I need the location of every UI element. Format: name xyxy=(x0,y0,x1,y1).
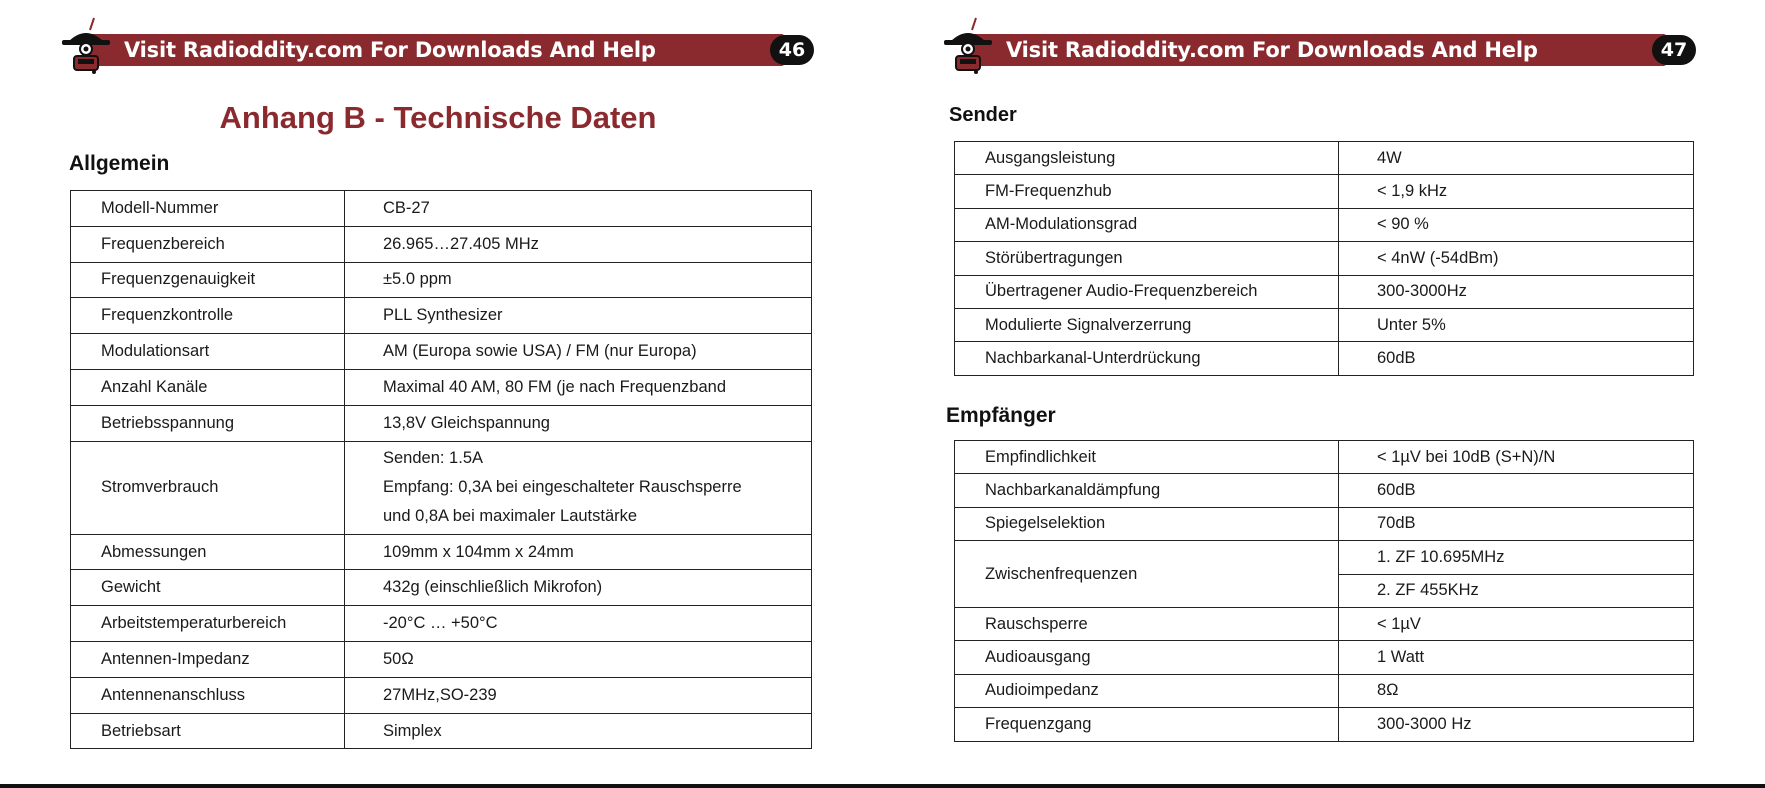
spec-value: 300-3000 Hz xyxy=(1339,708,1694,741)
spec-label: Ausgangsleistung xyxy=(955,142,1339,175)
spec-value: -20°C … +50°C xyxy=(345,606,812,642)
spec-label: Frequenzbereich xyxy=(71,226,345,262)
spec-label: Stromverbrauch xyxy=(71,441,345,534)
spec-value: Unter 5% xyxy=(1339,308,1694,341)
table-row xyxy=(955,441,1694,474)
spec-label: Störübertragungen xyxy=(955,242,1339,275)
bottom-border xyxy=(0,784,1765,788)
spec-value: 13,8V Gleichspannung xyxy=(345,405,812,441)
spec-label: Antennen-Impedanz xyxy=(71,642,345,678)
table-row xyxy=(71,191,812,227)
spec-label: Modulationsart xyxy=(71,334,345,370)
spec-value: 1. ZF 10.695MHz xyxy=(1339,541,1694,574)
table-row xyxy=(71,441,812,534)
spec-value: 60dB xyxy=(1339,342,1694,375)
table-row xyxy=(955,175,1694,208)
spec-value: 26.965…27.405 MHz xyxy=(345,226,812,262)
spec-label: Antennenanschluss xyxy=(71,677,345,713)
spec-label: Frequenzgang xyxy=(955,708,1339,741)
left-page xyxy=(0,0,882,788)
spec-value: < 1µV bei 10dB (S+N)/N xyxy=(1339,441,1694,474)
spec-value: 2. ZF 455KHz xyxy=(1339,574,1694,607)
spec-value xyxy=(345,441,812,534)
table-row xyxy=(955,142,1694,175)
spec-label: Anzahl Kanäle xyxy=(71,369,345,405)
page-number: 47 xyxy=(1652,35,1696,65)
table-row xyxy=(71,642,812,678)
spec-value: < 90 % xyxy=(1339,208,1694,241)
spec-value: 60dB xyxy=(1339,474,1694,507)
spec-value: AM (Europa sowie USA) / FM (nur Europa) xyxy=(345,334,812,370)
spec-label: Gewicht xyxy=(71,570,345,606)
spec-value: 70dB xyxy=(1339,507,1694,540)
spec-value: 50Ω xyxy=(345,642,812,678)
table-row xyxy=(955,242,1694,275)
spec-value: Simplex xyxy=(345,713,812,749)
page-header xyxy=(62,16,814,74)
spec-label: Abmessungen xyxy=(71,534,345,570)
spec-label: Audioimpedanz xyxy=(955,674,1339,707)
page-number: 46 xyxy=(770,35,814,65)
spec-value: Maximal 40 AM, 80 FM (je nach Frequenzband xyxy=(345,369,812,405)
table-row xyxy=(71,334,812,370)
table-row xyxy=(955,641,1694,674)
table-row xyxy=(71,570,812,606)
spec-value: 109mm x 104mm x 24mm xyxy=(345,534,812,570)
spec-value-line: und 0,8A bei maximaler Lautstärke xyxy=(383,507,638,526)
spec-label: Frequenzkontrolle xyxy=(71,298,345,334)
table-row xyxy=(955,708,1694,741)
spec-value: 4W xyxy=(1339,142,1694,175)
spec-value: < 4nW (-54dBm) xyxy=(1339,242,1694,275)
spec-value: 432g (einschließlich Mikrofon) xyxy=(345,570,812,606)
table-row xyxy=(955,607,1694,640)
table-row xyxy=(71,534,812,570)
spec-label: Modulierte Signalverzerrung xyxy=(955,308,1339,341)
radioddity-mascot-icon xyxy=(62,16,110,74)
table-row xyxy=(71,369,812,405)
spec-value-line: Empfang: 0,3A bei eingeschalteter Rauschsperre xyxy=(383,478,742,497)
spec-value: 8Ω xyxy=(1339,674,1694,707)
table-row xyxy=(955,275,1694,308)
spec-label: Zwischenfrequenzen xyxy=(955,541,1339,608)
table-row xyxy=(71,226,812,262)
table-row xyxy=(955,674,1694,707)
spec-value-line: Senden: 1.5A xyxy=(383,449,483,468)
receiver-spec-table xyxy=(954,440,1694,742)
spec-label: Übertragener Audio-Frequenzbereich xyxy=(955,275,1339,308)
page-header-right xyxy=(944,16,1696,74)
spec-label: Modell-Nummer xyxy=(71,191,345,227)
spec-label: Betriebsspannung xyxy=(71,405,345,441)
spec-value: 27MHz,SO-239 xyxy=(345,677,812,713)
table-row xyxy=(955,208,1694,241)
spec-label: FM-Frequenzhub xyxy=(955,175,1339,208)
spec-label: Betriebsart xyxy=(71,713,345,749)
spec-label: AM-Modulationsgrad xyxy=(955,208,1339,241)
spec-value: ±5.0 ppm xyxy=(345,262,812,298)
spec-value: PLL Synthesizer xyxy=(345,298,812,334)
spec-label: Rauschsperre xyxy=(955,607,1339,640)
sender-spec-table xyxy=(954,141,1694,376)
spec-label: Audioausgang xyxy=(955,641,1339,674)
section-title-allgemein: Allgemein xyxy=(69,152,170,175)
header-banner-text: Visit Radioddity.com For Downloads And Help xyxy=(124,38,656,62)
spec-label: Frequenzgenauigkeit xyxy=(71,262,345,298)
spec-value: < 1,9 kHz xyxy=(1339,175,1694,208)
spec-value: 1 Watt xyxy=(1339,641,1694,674)
spec-label: Arbeitstemperaturbereich xyxy=(71,606,345,642)
spec-label: Nachbarkanal-Unterdrückung xyxy=(955,342,1339,375)
spec-value: < 1µV xyxy=(1339,607,1694,640)
spec-label: Empfindlichkeit xyxy=(955,441,1339,474)
general-spec-table xyxy=(70,190,812,749)
table-row xyxy=(71,405,812,441)
table-row xyxy=(71,606,812,642)
spec-value: CB-27 xyxy=(345,191,812,227)
radioddity-mascot-icon xyxy=(944,16,992,74)
spec-value: 300-3000Hz xyxy=(1339,275,1694,308)
table-row xyxy=(71,677,812,713)
section-title-sender: Sender xyxy=(949,104,1017,126)
spec-label: Spiegelselektion xyxy=(955,507,1339,540)
section-title-empfaenger: Empfänger xyxy=(946,404,1056,427)
table-row xyxy=(955,507,1694,540)
table-row xyxy=(71,262,812,298)
table-row xyxy=(71,298,812,334)
appendix-title: Anhang B - Technische Daten xyxy=(219,100,657,135)
spec-label: Nachbarkanaldämpfung xyxy=(955,474,1339,507)
table-row xyxy=(955,342,1694,375)
table-row xyxy=(955,474,1694,507)
table-row xyxy=(955,308,1694,341)
table-row xyxy=(71,713,812,749)
header-banner-text: Visit Radioddity.com For Downloads And Help xyxy=(1006,38,1538,62)
table-row xyxy=(955,541,1694,574)
